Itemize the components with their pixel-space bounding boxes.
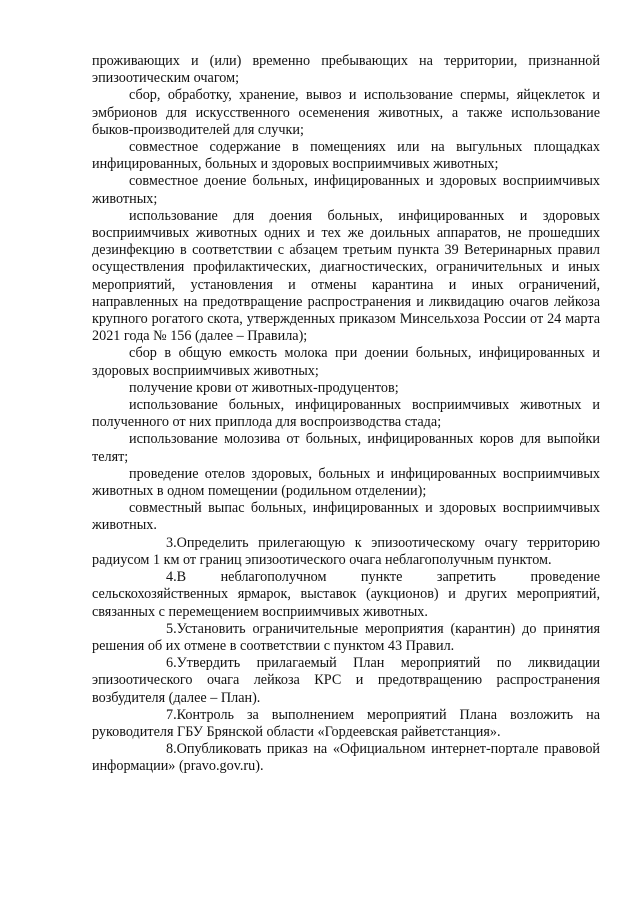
item-8-publish: 8.Опубликовать приказ на «Официальном интернет-портале правовой информации» (pravo.gov.ru). bbox=[92, 741, 600, 775]
item-number: 5. bbox=[166, 620, 177, 637]
paragraph-milking-machines: использование для доения больных, инфицированных и здоровых восприимчивых животных одних и тех же доильных аппаратов, не прошедших дезинфекцию в соответствии с абзацем третьим пункта 39 Ветеринарных правил осуществления профилактических, диагностических, ограничительных и иных мероприятий, установления и отмены карантина и иных ограничений, направленных на предотвращение распространения и ликвидацию очагов лейкоза крупного рогатого скота, утвержденных приказом Минсельхоза России от 24 марта 2021 года № 156 (далее – Правила); bbox=[92, 207, 600, 345]
item-number: 4. bbox=[166, 569, 177, 586]
item-4-prohibit-events: 4.В неблагополучном пункте запретить проведение сельскохозяйственных ярмарок, выставок (аукционов) и других мероприятий, связанных с перемещением восприимчивых животных. bbox=[92, 569, 600, 620]
paragraph-milk-collection: сбор в общую емкость молока при доении больных, инфицированных и здоровых восприимчивых животных; bbox=[92, 345, 600, 379]
item-6-approve-plan: 6.Утвердить прилагаемый План мероприятий по ликвидации эпизоотического очага лейкоза КРС и предотвращению распространения возбудителя (далее – План). bbox=[92, 655, 600, 706]
item-3-territory: 3.Определить прилегающую к эпизоотическому очагу территорию радиусом 1 км от границ эпизоотического очага неблагополучным пунктом. bbox=[92, 534, 600, 568]
paragraph-blood-collection: получение крови от животных-продуцентов; bbox=[129, 379, 399, 396]
paragraph-joint-housing: совместное содержание в помещениях или на выгульных площадках инфицированных, больных и здоровых восприимчивых животных; bbox=[92, 139, 600, 173]
paragraph-herd-reproduction: использование больных, инфицированных восприимчивых животных и полученного от них приплода для воспроизводства стада; bbox=[92, 397, 600, 431]
paragraph-semen-collection: сбор, обработку, хранение, вывоз и использование спермы, яйцеклеток и эмбрионов для искусственного осеменения животных, а также использование быков-производителей для случки; bbox=[92, 87, 600, 138]
item-number: 7. bbox=[166, 706, 177, 723]
item-number: 3. bbox=[166, 534, 177, 551]
paragraph-joint-grazing: совместный выпас больных, инфицированных и здоровых восприимчивых животных. bbox=[92, 500, 600, 534]
paragraph-colostrum: использование молозива от больных, инфицированных коров для выпойки телят; bbox=[92, 431, 600, 465]
item-number: 8. bbox=[166, 741, 177, 758]
paragraph-joint-milking: совместное доение больных, инфицированных и здоровых восприимчивых животных; bbox=[92, 173, 600, 207]
item-5-quarantine: 5.Установить ограничительные мероприятия (карантин) до принятия решения об их отмене в соответствии с пунктом 43 Правил. bbox=[92, 620, 600, 654]
item-7-control: 7.Контроль за выполнением мероприятий Плана возложить на руководителя ГБУ Брянской области «Гордеевская райветстанция». bbox=[92, 706, 600, 740]
paragraph-calving: проведение отелов здоровых, больных и инфицированных восприимчивых животных в одном помещении (родильном отделении); bbox=[92, 465, 600, 500]
item-number: 6. bbox=[166, 655, 177, 672]
paragraph-residents: проживающих и (или) временно пребывающих на территории, признанной эпизоотическим очагом; bbox=[92, 53, 600, 87]
